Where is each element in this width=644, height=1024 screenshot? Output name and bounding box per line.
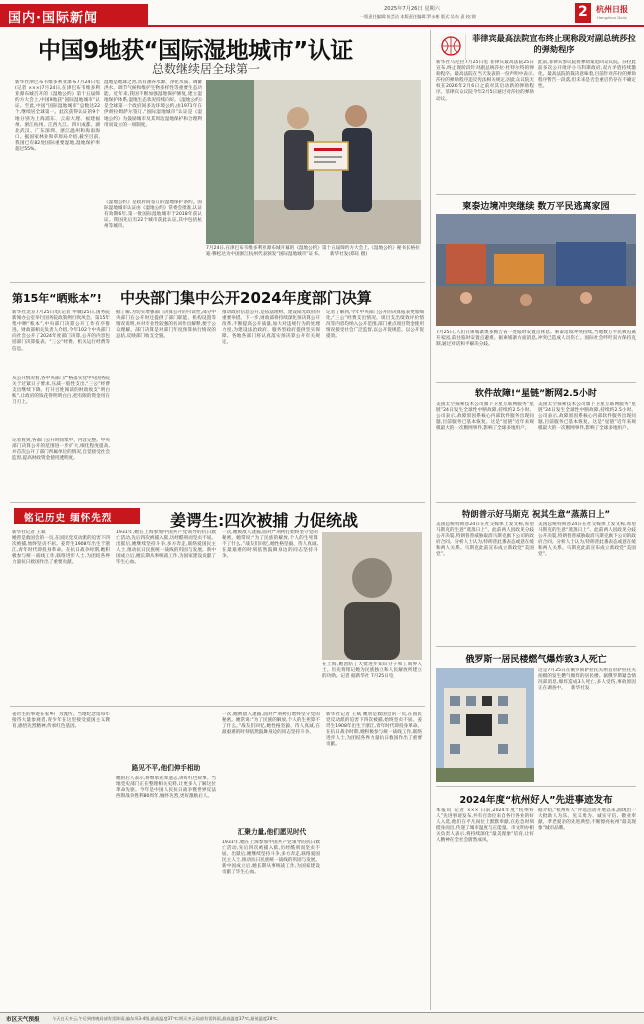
mid-text-4: 据了解,为切实增强部门决算公开的可读性,部分中央部门在公开时还提供了部门职能、机构设置等情况说明,并对专业性较强的名词作出解释,便于公众理解。部门决算是对部门年度预算执行情况的总结,反映部门收支全貌。 — [116, 310, 216, 340]
history-portrait — [322, 532, 422, 660]
mid-text-5: 推动政府信息公开,是依法理财、建设阳光政府的重要举措。下一步,财政部将持续深化预决算公开改革,不断提高公开质量,加大对违规行为的处理力度,为建设法治政府、服务型政府提供坚实保障。各地各部门将认真落实预决算公开有关规定。 — [222, 310, 320, 346]
right-text-6-body: 这是7月25日在俄罗斯萨拉托夫州首府萨拉托夫拍摄的发生燃气爆炸的居民楼。据俄罗斯紧急情况部消息,爆炸造成3人死亡,多人受伤,事故原因正在调查中。 — [538, 668, 636, 692]
lead-caption-text: 7月24日,在津巴布韦维多利亚瀑布城开幕的《湿地公约》第十五届缔约方大会上,《湿地公约》秘书长格拉迪·穆松达为中国浙江杭州代表颁发“国际湿地城市”证书。 — [206, 246, 420, 257]
lead-text-c: 《湿地公约》是政府间签订的湿地保护条约。国际湿地城市认证由《湿地公约》常委会批准,认证有效期6年,第一批国际湿地城市于2018年获认证。我国先后有22个城市获此认证,其中包括杭州等城市。 — [104, 200, 202, 230]
mid-text-6: 记者了解到,今年中央部门公开的决算报表更加细化,“三公”经费支出情况、项目支出绩效评价情况等内容均纳入公开范围,部门重点项目资金使用情况接受社会广泛监督,以公开促规范、以公开促提效。 — [326, 310, 424, 340]
history-text-3: 一次,她被敌人逮捕,面对严刑拷打始终坚守党的秘密。她常说:“为了民族的解放,个人的生死算不了什么。”战友们回忆,她性格坚毅、待人真诚,在最艰难的时刻依然鼓舞身边的同志坚持斗争。 — [222, 530, 318, 560]
history-subhead-1: 路见不平,他们伸手相助 — [131, 764, 201, 772]
divider — [10, 502, 425, 503]
divider — [436, 646, 636, 647]
right-photo-building — [436, 668, 534, 782]
history-banner-text: 铭记历史 缅怀先烈 — [24, 513, 113, 524]
footer-weather — [0, 1012, 644, 1024]
mid-kicker: 第15年“晒账本”! — [12, 292, 102, 305]
paper-name-en: Hangzhou Daily — [597, 15, 627, 20]
right-text-6-credit: 新华社发 — [571, 686, 590, 692]
history-subhead-2: 汇聚力量,他们愿见时代 — [237, 828, 307, 836]
right-text-1: 新华社马尼拉7月25日电 菲律宾最高法院25日宣布,终止现阶段针对副总统莎拉·杜特尔特的弹劾程序。最高法院在当天发表的一份声明中表示,莎拉的弹劾程序违反宪法相关规定,因此众议院无权在2026年2月6日之前对其启动新的弹劾程序。菲律宾众议院今年2月5日通过对莎拉的弹劾动议。 — [436, 60, 534, 102]
masthead-rule — [0, 25, 644, 27]
history-headline: 姜谔生:四次被捕 力促统战 — [170, 511, 358, 530]
lead-caption-credit: 新华社发(郑钰 摄) — [329, 252, 368, 257]
weather-label: 市区天气预报 — [6, 1017, 40, 1023]
right-text-3: 7月25日,人们在柬埔寨奥多棉吉省一处临时安置点休息。柬泰边境冲突持续,当地数万平民被迫离开家园,前往临时安置点避难。据柬埔寨方面消息,冲突已造成人员伤亡。国际社会呼吁双方保持克制,通过对话和平解决分歧。 — [436, 330, 636, 348]
page-date: 2025年7月26日 星期六 — [384, 6, 440, 12]
lead-caption — [206, 246, 421, 276]
mid-text-1: 新华社北京7月25日电(记者 申铖)25日,国务院新闻办公室举行国务院政策例行吹风会。第15年集中晒“账本”,中央部门决算公开工作有序推进。财政部相关负责人介绍,今年102个中央部门向社会公开了2024年度部门决算,公开的内容包括部门决算报表、“三公”经费、机关运行经费等信息。 — [12, 310, 110, 352]
history-text-5: 姜谔生的事迹在家乡广为流传。当地纪念馆每年接待大量参观者,青少年在这里接受爱国主义教育,感悟先烈精神,传承红色基因。 — [12, 712, 110, 730]
divider — [10, 282, 425, 283]
history-text-4: 在上海,她团结了大批进步知识分子和工商界人士。历史将铭记她为民族独立和人民解放所建立的功勋。记者 据新华社 7月25日电 — [322, 662, 422, 680]
paper-name: 杭州日报 — [596, 4, 628, 14]
history-text-6: 她的后人表示,将继承先辈遗志,讲好红色故事。当地党史部门正在整理相关史料,让更多人了解这位革命先驱。今年是中国人民抗日战争暨世界反法西斯战争胜利80周年,缅怀先烈,更好激励后人。 — [116, 776, 216, 800]
page-number-box — [575, 3, 591, 23]
right-h2: 柬泰边境冲突继续 数万平民逃离家园 — [462, 202, 610, 212]
section-tab — [0, 4, 148, 26]
lead-text-b: 湿地是地球之肾,具有涵养水源、净化水质、调蓄洪水、调节气候和维护生物多样性等重要生态功能。近年来,我国不断加强湿地保护修复,建立湿地保护体系,湿地生态状况持续向好。《湿地公约》是全球第一个政府间多边环境公约,由1971年在伊朗拉姆萨尔签订,“国际湿地城市”认证是《湿地公约》为鼓励城市及其周边湿地保护和合理利用而设立的一项制度。 — [104, 80, 202, 128]
divider — [436, 786, 636, 787]
world-news-icon — [436, 34, 466, 60]
right-text-4b: 美国太空探索技术公司旗下卫星互联网服务“星链”24日发生全球性中断故障,持续约2.5小时。公司表示,故障原因系核心内部软件服务出现问题,目前服务已基本恢复。这是“星链”近年来规模最大的一次断网事件,影响了全球多地用户。 — [538, 402, 636, 432]
right-h4: 特朗普示好马斯克 祝其生意“蒸蒸日上” — [462, 509, 610, 519]
history-text-7: 一次,她被敌人逮捕,面对严刑拷打始终坚守党的秘密。她常说:“为了民族的解放,个人的生死算不了什么。”战友们回忆,她性格坚毅、待人真诚,在最艰难的时刻依然鼓舞身边的同志坚持斗争。 — [222, 712, 320, 736]
section-title: 国内·国际新闻 — [8, 11, 98, 26]
column-divider — [430, 30, 431, 1010]
lead-subhead: 总数继续居全球第一 — [152, 62, 261, 76]
right-text-5: 美国总统特朗普24日在社交媒体上发文称,希望马斯克的生意“蒸蒸日上”。此前两人因政见分歧公开决裂,特朗普曾威胁取消马斯克旗下公司的政府合同。分析人士认为,特朗普此番表态或意在缓和两人关系。马斯克此前宣布成立新政党“美国党”。 — [436, 522, 534, 558]
right-h5: 俄罗斯一居民楼燃气爆炸致3人死亡 — [465, 655, 607, 665]
masthead — [0, 0, 644, 27]
history-text-2: 1931年,她在上海参加中国共产党领导的抗日救亡活动,先后四次被捕入狱,历经酷刑而坚贞不屈。出狱后,她继续坚持斗争,多方奔走,联络爱国民主人士,推动抗日民族统一战线的巩固与发展。新中国成立后,她长期从事统战工作,为国家建设贡献了毕生心血。 — [116, 530, 216, 566]
right-text-7: 本报讯 记者 ××× 日前,2024年度“杭州好人”先进事迹发布,共有百余位来自各行各业的好人入选,他们在平凡岗位上默默奉献,在危急时刻挺身而出,传递了城市温度与正能量。市文明办相关负责人表示,将持续深化“最美现象”培育,让好人精神在全社会蔚然成风。 — [436, 808, 534, 844]
divider — [436, 382, 636, 383]
divider — [10, 706, 425, 707]
right-logo — [436, 34, 466, 60]
history-text-8: 1931年,她在上海参加中国共产党领导的抗日救亡活动,先后四次被捕入狱,历经酷刑而坚贞不屈。出狱后,她继续坚持斗争,多方奔走,联络爱国民主人士,推动抗日民族统一战线的巩固与发展。新中国成立后,她长期从事统战工作,为国家建设贡献了毕生心血。 — [222, 840, 320, 876]
lead-text-a: 新华社津巴布韦维多利亚瀑布7月24日电(记者 ×××)7月24日,在津巴布韦维多利亚瀑布城召开的《湿地公约》第十五届缔约方大会上,中国9地获“国际湿地城市”认证。至此,中国“国际湿地城市”总数达22个,继续居全球第一。此次获得认证的9个地分别为上海浦东、云南大理、福建福州、浙江杭州、江西九江、四川成都、湖北武汉、广东深圳、浙江温州和海南海口。据国家林业和草原局介绍,截至目前,我国已有82处国际重要湿地,湿地保护率超过55%。 — [15, 80, 100, 153]
right-text-4: 美国太空探索技术公司旗下卫星互联网服务“星链”24日发生全球性中断故障,持续约2.5小时。公司表示,故障原因系核心内部软件服务出现问题,目前服务已基本恢复。这是“星链”近年来规模最大的一次断网事件,影响了全球多地用户。 — [436, 402, 534, 432]
page-editors: 一版责任编辑:侯芸洁 本版责任编辑:罗永彬 版式:吴东 责 校:钢 — [360, 14, 476, 19]
page-number: 2 — [578, 4, 588, 20]
mid-text-2: 从公开情况看,各中央部门严格落实党中央国务院关于过紧日子要求,压减一般性支出,“三公”经费支出继续下降。打开百姓阅读的财政收支“明白账”,让政府的钱花得明明白白,把有限的资金用在刀刃上。 — [12, 376, 110, 406]
right-h3: 软件故障!“星链”断网2.5小时 — [475, 389, 597, 399]
right-text-8: 据介绍,“杭州好人”评选活动开展以来,涌现出一大批助人为乐、见义勇为、诚实守信、敬业奉献、孝老爱亲的先进典型,不断擦亮杭州“最美现象”城市品牌。 — [538, 808, 636, 832]
divider — [436, 502, 636, 503]
divider — [436, 194, 636, 195]
right-text-2: 此前,菲律宾参议院将弹劾案退回众议院。莎拉此前多次公开批评小马科斯政府,双方矛盾持续激化。最高法院的裁决意味着,目前针对莎拉的弹劾程序暂告一段落,但未来是否会重启仍存在不确定性。 — [538, 60, 636, 90]
right-h6: 2024年度“杭州好人”先进事迹发布 — [459, 795, 613, 806]
damaged-building-photo — [436, 668, 534, 782]
weather-text: 今天白天多云,午后到傍晚局部有雷阵雨,偏东风3-4级,最高温度37℃;明天多云局部有雷阵雨,最高温度37℃,最低温度28℃。 — [52, 1016, 282, 1021]
mid-text-3: 记者看到,各部门公开时间集中、内容完整。中央部门决算公开的范围进一步扩大,细化程度提高,并首次公开了部门所属单位的情况,自觉接受社会监督,提高财政资金使用透明度。 — [12, 438, 110, 462]
right-photo-refugees — [436, 214, 636, 326]
history-text-1: 新华社记者 王斌 她曾是救国会的一员,在国民党反动派的迫害下四次被捕,始终坚贞不屈。姜谔生1908年出生于浙江,青年时代即投身革命。在抗日战争时期,她积极参与统一战线工作,联络进步人士,为团结各界力量抗日救国作出了重要贡献。 — [12, 530, 110, 566]
history-text-9: 新华社记者 王斌 她曾是救国会的一员,在国民党反动派的迫害下四次被捕,始终坚贞不屈。姜谔生1908年出生于浙江,青年时代即投身革命。在抗日战争时期,她积极参与统一战线工作,联络进步人士,为团结各界力量抗日救国作出了重要贡献。 — [326, 712, 422, 748]
refugee-camp-photo — [436, 214, 636, 326]
history-banner — [14, 508, 140, 524]
right-text-5b: 美国总统特朗普24日在社交媒体上发文称,希望马斯克的生意“蒸蒸日上”。此前两人因政见分歧公开决裂,特朗普曾威胁取消马斯克旗下公司的政府合同。分析人士认为,特朗普此番表态或意在缓和两人关系。马斯克此前宣布成立新政党“美国党”。 — [538, 522, 636, 558]
mid-headline: 中央部门集中公开2024年度部门决算 — [120, 289, 372, 307]
portrait-illustration — [322, 532, 422, 660]
ceremony-photo-illustration — [206, 80, 421, 244]
right-text-6 — [538, 668, 636, 782]
lead-headline: 中国9地获“国际湿地城市”认证 — [38, 38, 353, 64]
lead-photo — [206, 80, 421, 244]
right-h1: 菲律宾最高法院宣布终止现称段对副总统莎拉的弹劾程序 — [472, 33, 636, 54]
